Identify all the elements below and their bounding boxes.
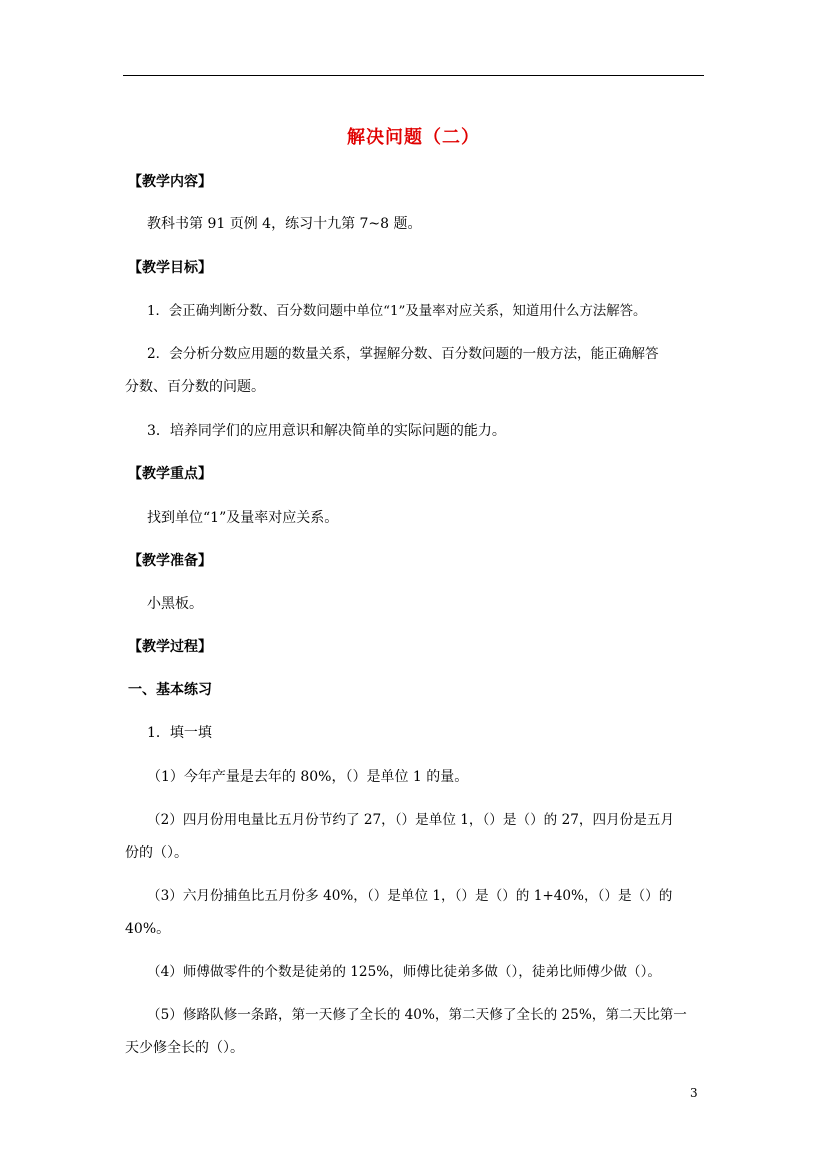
section-heading-goal: 【教学目标】 [128,260,212,276]
section-heading-prep: 【教学准备】 [128,553,212,569]
page-title: 解决问题（二） [347,127,480,148]
paragraph-key: 找到单位“1”及量率对应关系。 [147,510,339,526]
goal-item-2-line1: 2．会分析分数应用题的数量关系，掌握解分数、百分数问题的一般方法，能正确解答 [147,346,659,362]
question-1: （1）今年产量是去年的 80%，（）是单位 1 的量。 [147,769,469,785]
question-3-line1: （3）六月份捕鱼比五月份多 40%，（）是单位 1，（）是（）的 1+40%，（）是（）的 [147,888,673,904]
question-2-line2: 份的（）。 [125,845,188,861]
goal-item-2-line2: 分数、百分数的问题。 [125,379,265,395]
section-heading-content: 【教学内容】 [128,174,212,190]
paragraph-prep: 小黑板。 [147,596,203,612]
question-2-line1: （2）四月份用电量比五月份节约了 27，（）是单位 1，（）是（）的 27，四月份是五月 [147,812,675,828]
page-number: 3 [690,1086,698,1100]
question-3-line2: 40%。 [125,921,171,937]
section-heading-key: 【教学重点】 [128,466,212,482]
exercise-fill-label: 1．填一填 [147,725,212,741]
question-5-line2: 天少修全长的（）。 [125,1040,244,1056]
question-4: （4）师傅做零件的个数是徒弟的 125%，师傅比徒弟多做（），徒弟比师傅少做（）。 [147,964,662,980]
question-5-line1: （5）修路队修一条路，第一天修了全长的 40%，第二天修了全长的 25%，第二天比第一 [147,1007,687,1023]
goal-item-1: 1．会正确判断分数、百分数问题中单位“1”及量率对应关系，知道用什么方法解答。 [147,304,647,319]
header-rule [123,75,704,76]
paragraph-content: 教科书第 91 页例 4，练习十九第 7~8 题。 [147,216,422,232]
section-heading-process: 【教学过程】 [128,639,212,655]
goal-item-3: 3．培养同学们的应用意识和解决简单的实际问题的能力。 [147,423,506,439]
subheading-basic-practice: 一、基本练习 [128,682,212,698]
